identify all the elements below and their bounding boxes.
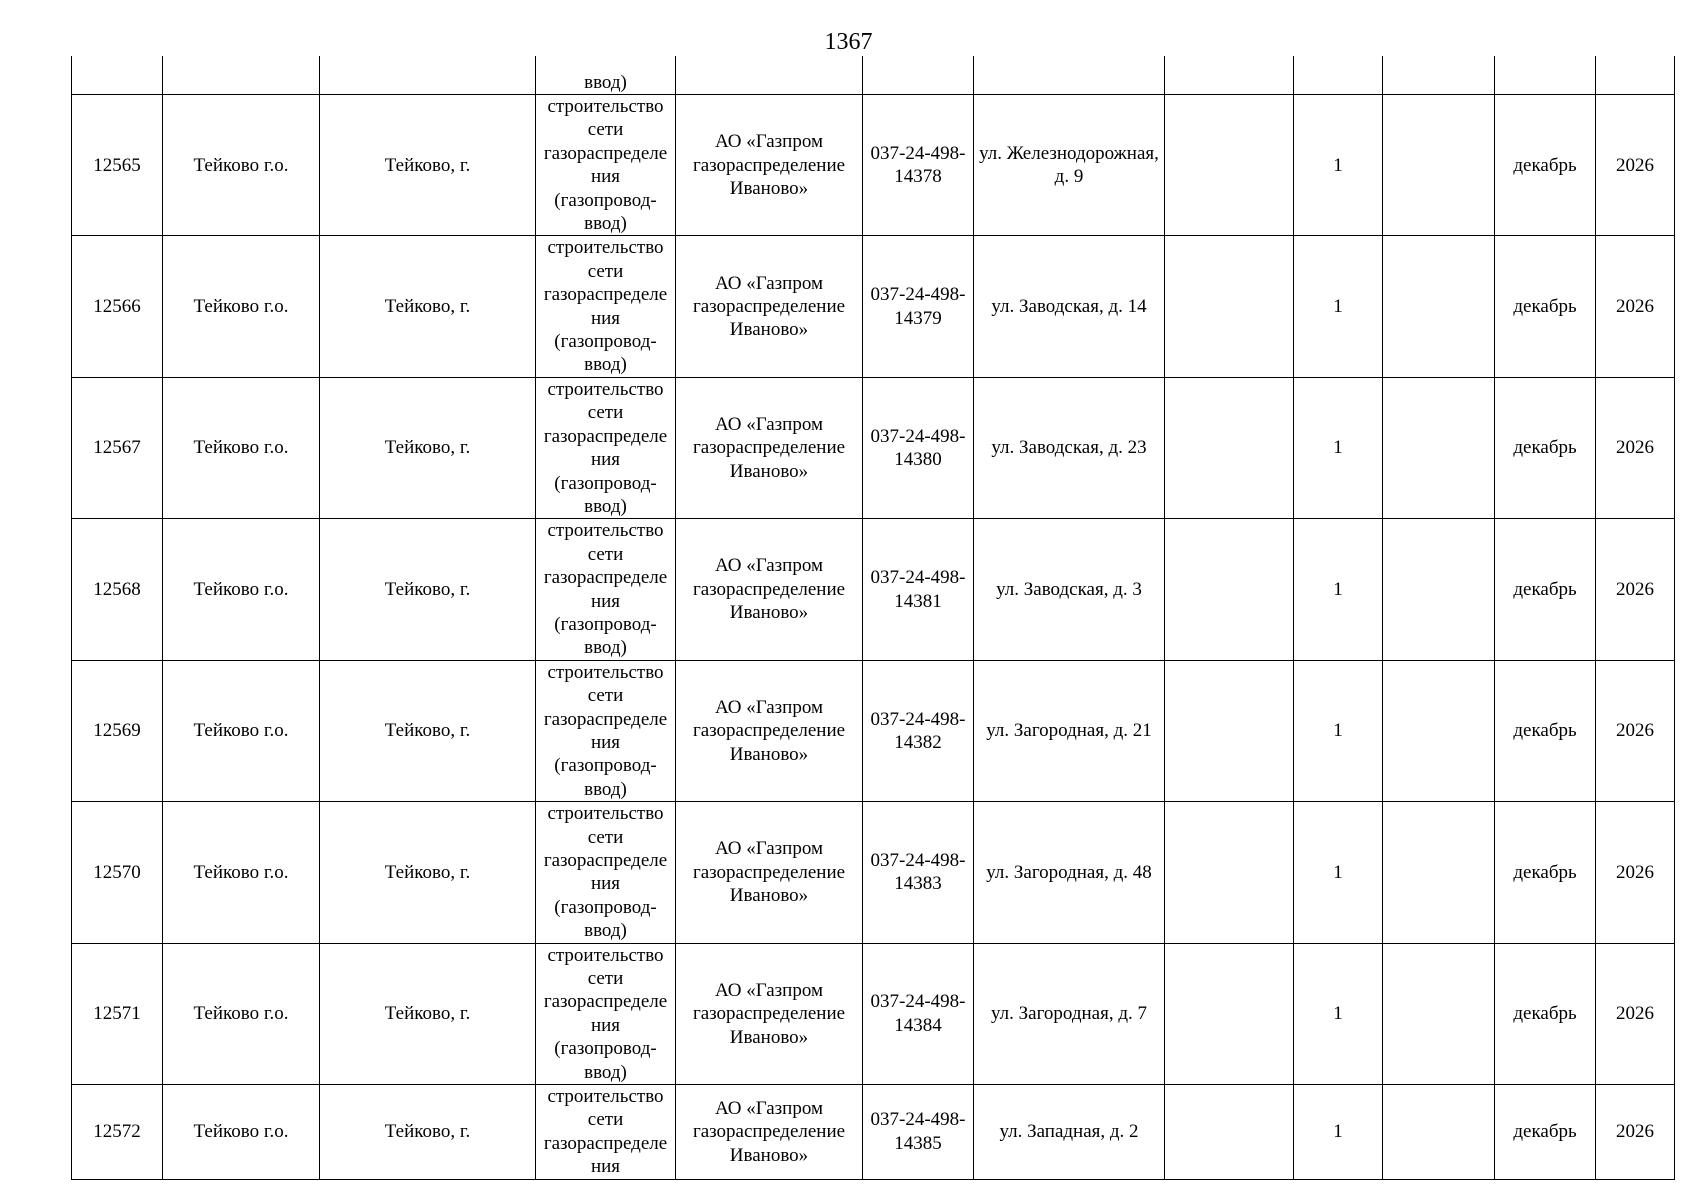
cell-type: строительство сети газораспределения (газопровод-ввод) (536, 95, 676, 236)
cell-district: Тейково г.о. (163, 377, 320, 518)
cell-org: АО «Газпром газораспределение Иваново» (676, 660, 863, 801)
cell-address: ул. Загородная, д. 7 (974, 943, 1165, 1084)
cell-col8 (1165, 943, 1294, 1084)
cell-type: строительство сети газораспределения (газопровод-ввод) (536, 660, 676, 801)
table-row (72, 943, 1675, 1084)
cell-locality: Тейково, г. (320, 95, 536, 236)
table-row (72, 95, 1675, 236)
cell-district: Тейково г.о. (163, 519, 320, 660)
cell-code: 037-24-498-14380 (863, 377, 974, 518)
cell-code: 037-24-498-14382 (863, 660, 974, 801)
cell-code: 037-24-498-14384 (863, 943, 974, 1084)
cell-col8 (1165, 56, 1294, 95)
cell-id: 12572 (72, 1085, 163, 1180)
cell-month: декабрь (1495, 802, 1596, 943)
cell-org: АО «Газпром газораспределение Иваново» (676, 519, 863, 660)
cell-year: 2026 (1596, 377, 1675, 518)
cell-col8 (1165, 660, 1294, 801)
table-row (72, 236, 1675, 377)
table-row (72, 519, 1675, 660)
cell-locality: Тейково, г. (320, 943, 536, 1084)
cell-col10 (1383, 519, 1495, 660)
cell-year: 2026 (1596, 943, 1675, 1084)
cell-count: 1 (1294, 943, 1383, 1084)
cell-month: декабрь (1495, 236, 1596, 377)
registry-table (71, 56, 1675, 1180)
cell-locality: Тейково, г. (320, 1085, 536, 1180)
cell-org: АО «Газпром газораспределение Иваново» (676, 236, 863, 377)
cell-locality: Тейково, г. (320, 519, 536, 660)
cell-id: 12567 (72, 377, 163, 518)
cell-org: АО «Газпром газораспределение Иваново» (676, 377, 863, 518)
cell-address: ул. Заводская, д. 14 (974, 236, 1165, 377)
cell-col8 (1165, 236, 1294, 377)
cell-type: строительство сети газораспределения (536, 1085, 676, 1180)
cell-year: 2026 (1596, 802, 1675, 943)
cell-district: Тейково г.о. (163, 943, 320, 1084)
cell-count: 1 (1294, 1085, 1383, 1180)
cell-count: 1 (1294, 660, 1383, 801)
cell-org (676, 56, 863, 95)
cell-id: 12569 (72, 660, 163, 801)
cell-id (72, 56, 163, 95)
cell-id: 12568 (72, 519, 163, 660)
page-number: 1367 (824, 29, 873, 55)
cell-year (1596, 56, 1675, 95)
cell-locality: Тейково, г. (320, 377, 536, 518)
cell-col10 (1383, 660, 1495, 801)
cell-address: ул. Железнодорожная, д. 9 (974, 95, 1165, 236)
cell-address: ул. Загородная, д. 21 (974, 660, 1165, 801)
cell-count: 1 (1294, 236, 1383, 377)
cell-col10 (1383, 236, 1495, 377)
cell-district: Тейково г.о. (163, 660, 320, 801)
cell-col8 (1165, 519, 1294, 660)
cell-count: 1 (1294, 377, 1383, 518)
cell-district: Тейково г.о. (163, 802, 320, 943)
cell-col8 (1165, 802, 1294, 943)
cell-year: 2026 (1596, 236, 1675, 377)
cell-count: 1 (1294, 802, 1383, 943)
cell-address: ул. Западная, д. 2 (974, 1085, 1165, 1180)
table-row (72, 1085, 1675, 1180)
cell-district: Тейково г.о. (163, 95, 320, 236)
cell-code: 037-24-498-14383 (863, 802, 974, 943)
table-row (72, 377, 1675, 518)
cell-month: декабрь (1495, 377, 1596, 518)
cell-district: Тейково г.о. (163, 1085, 320, 1180)
cell-col8 (1165, 95, 1294, 236)
cell-type: строительство сети газораспределения (газопровод-ввод) (536, 377, 676, 518)
cell-code: 037-24-498-14379 (863, 236, 974, 377)
cell-district: Тейково г.о. (163, 236, 320, 377)
cell-type: строительство сети газораспределения (газопровод-ввод) (536, 236, 676, 377)
cell-year: 2026 (1596, 660, 1675, 801)
cell-col10 (1383, 1085, 1495, 1180)
cell-code: 037-24-498-14378 (863, 95, 974, 236)
cell-year: 2026 (1596, 95, 1675, 236)
cell-month: декабрь (1495, 95, 1596, 236)
cell-code: 037-24-498-14381 (863, 519, 974, 660)
cell-count: 1 (1294, 95, 1383, 236)
cell-org: АО «Газпром газораспределение Иваново» (676, 943, 863, 1084)
cell-address: ул. Заводская, д. 23 (974, 377, 1165, 518)
cell-id: 12565 (72, 95, 163, 236)
cell-id: 12571 (72, 943, 163, 1084)
cell-id: 12570 (72, 802, 163, 943)
cell-type: строительство сети газораспределения (газопровод-ввод) (536, 802, 676, 943)
cell-locality: Тейково, г. (320, 236, 536, 377)
continued-row (72, 56, 1675, 95)
cell-locality (320, 56, 536, 95)
cell-count: 1 (1294, 519, 1383, 660)
cell-col10 (1383, 943, 1495, 1084)
cell-locality: Тейково, г. (320, 802, 536, 943)
table-row (72, 660, 1675, 801)
cell-org: АО «Газпром газораспределение Иваново» (676, 802, 863, 943)
cell-type: строительство сети газораспределения (газопровод-ввод) (536, 519, 676, 660)
cell-month: декабрь (1495, 519, 1596, 660)
cell-org: АО «Газпром газораспределение Иваново» (676, 95, 863, 236)
cell-col10 (1383, 56, 1495, 95)
cell-month: декабрь (1495, 660, 1596, 801)
cell-address: ул. Заводская, д. 3 (974, 519, 1165, 660)
cell-year: 2026 (1596, 1085, 1675, 1180)
cell-type: ввод) (536, 56, 676, 95)
cell-col10 (1383, 802, 1495, 943)
cell-locality: Тейково, г. (320, 660, 536, 801)
table-body (72, 56, 1675, 1179)
cell-year: 2026 (1596, 519, 1675, 660)
cell-org: АО «Газпром газораспределение Иваново» (676, 1085, 863, 1180)
cell-col10 (1383, 95, 1495, 236)
cell-code (863, 56, 974, 95)
cell-address (974, 56, 1165, 95)
cell-type: строительство сети газораспределения (газопровод-ввод) (536, 943, 676, 1084)
cell-address: ул. Загородная, д. 48 (974, 802, 1165, 943)
table-row (72, 802, 1675, 943)
cell-id: 12566 (72, 236, 163, 377)
cell-month: декабрь (1495, 1085, 1596, 1180)
cell-col8 (1165, 1085, 1294, 1180)
cell-district (163, 56, 320, 95)
cell-month: декабрь (1495, 943, 1596, 1084)
cell-count (1294, 56, 1383, 95)
cell-code: 037-24-498-14385 (863, 1085, 974, 1180)
cell-col8 (1165, 377, 1294, 518)
cell-col10 (1383, 377, 1495, 518)
cell-month (1495, 56, 1596, 95)
